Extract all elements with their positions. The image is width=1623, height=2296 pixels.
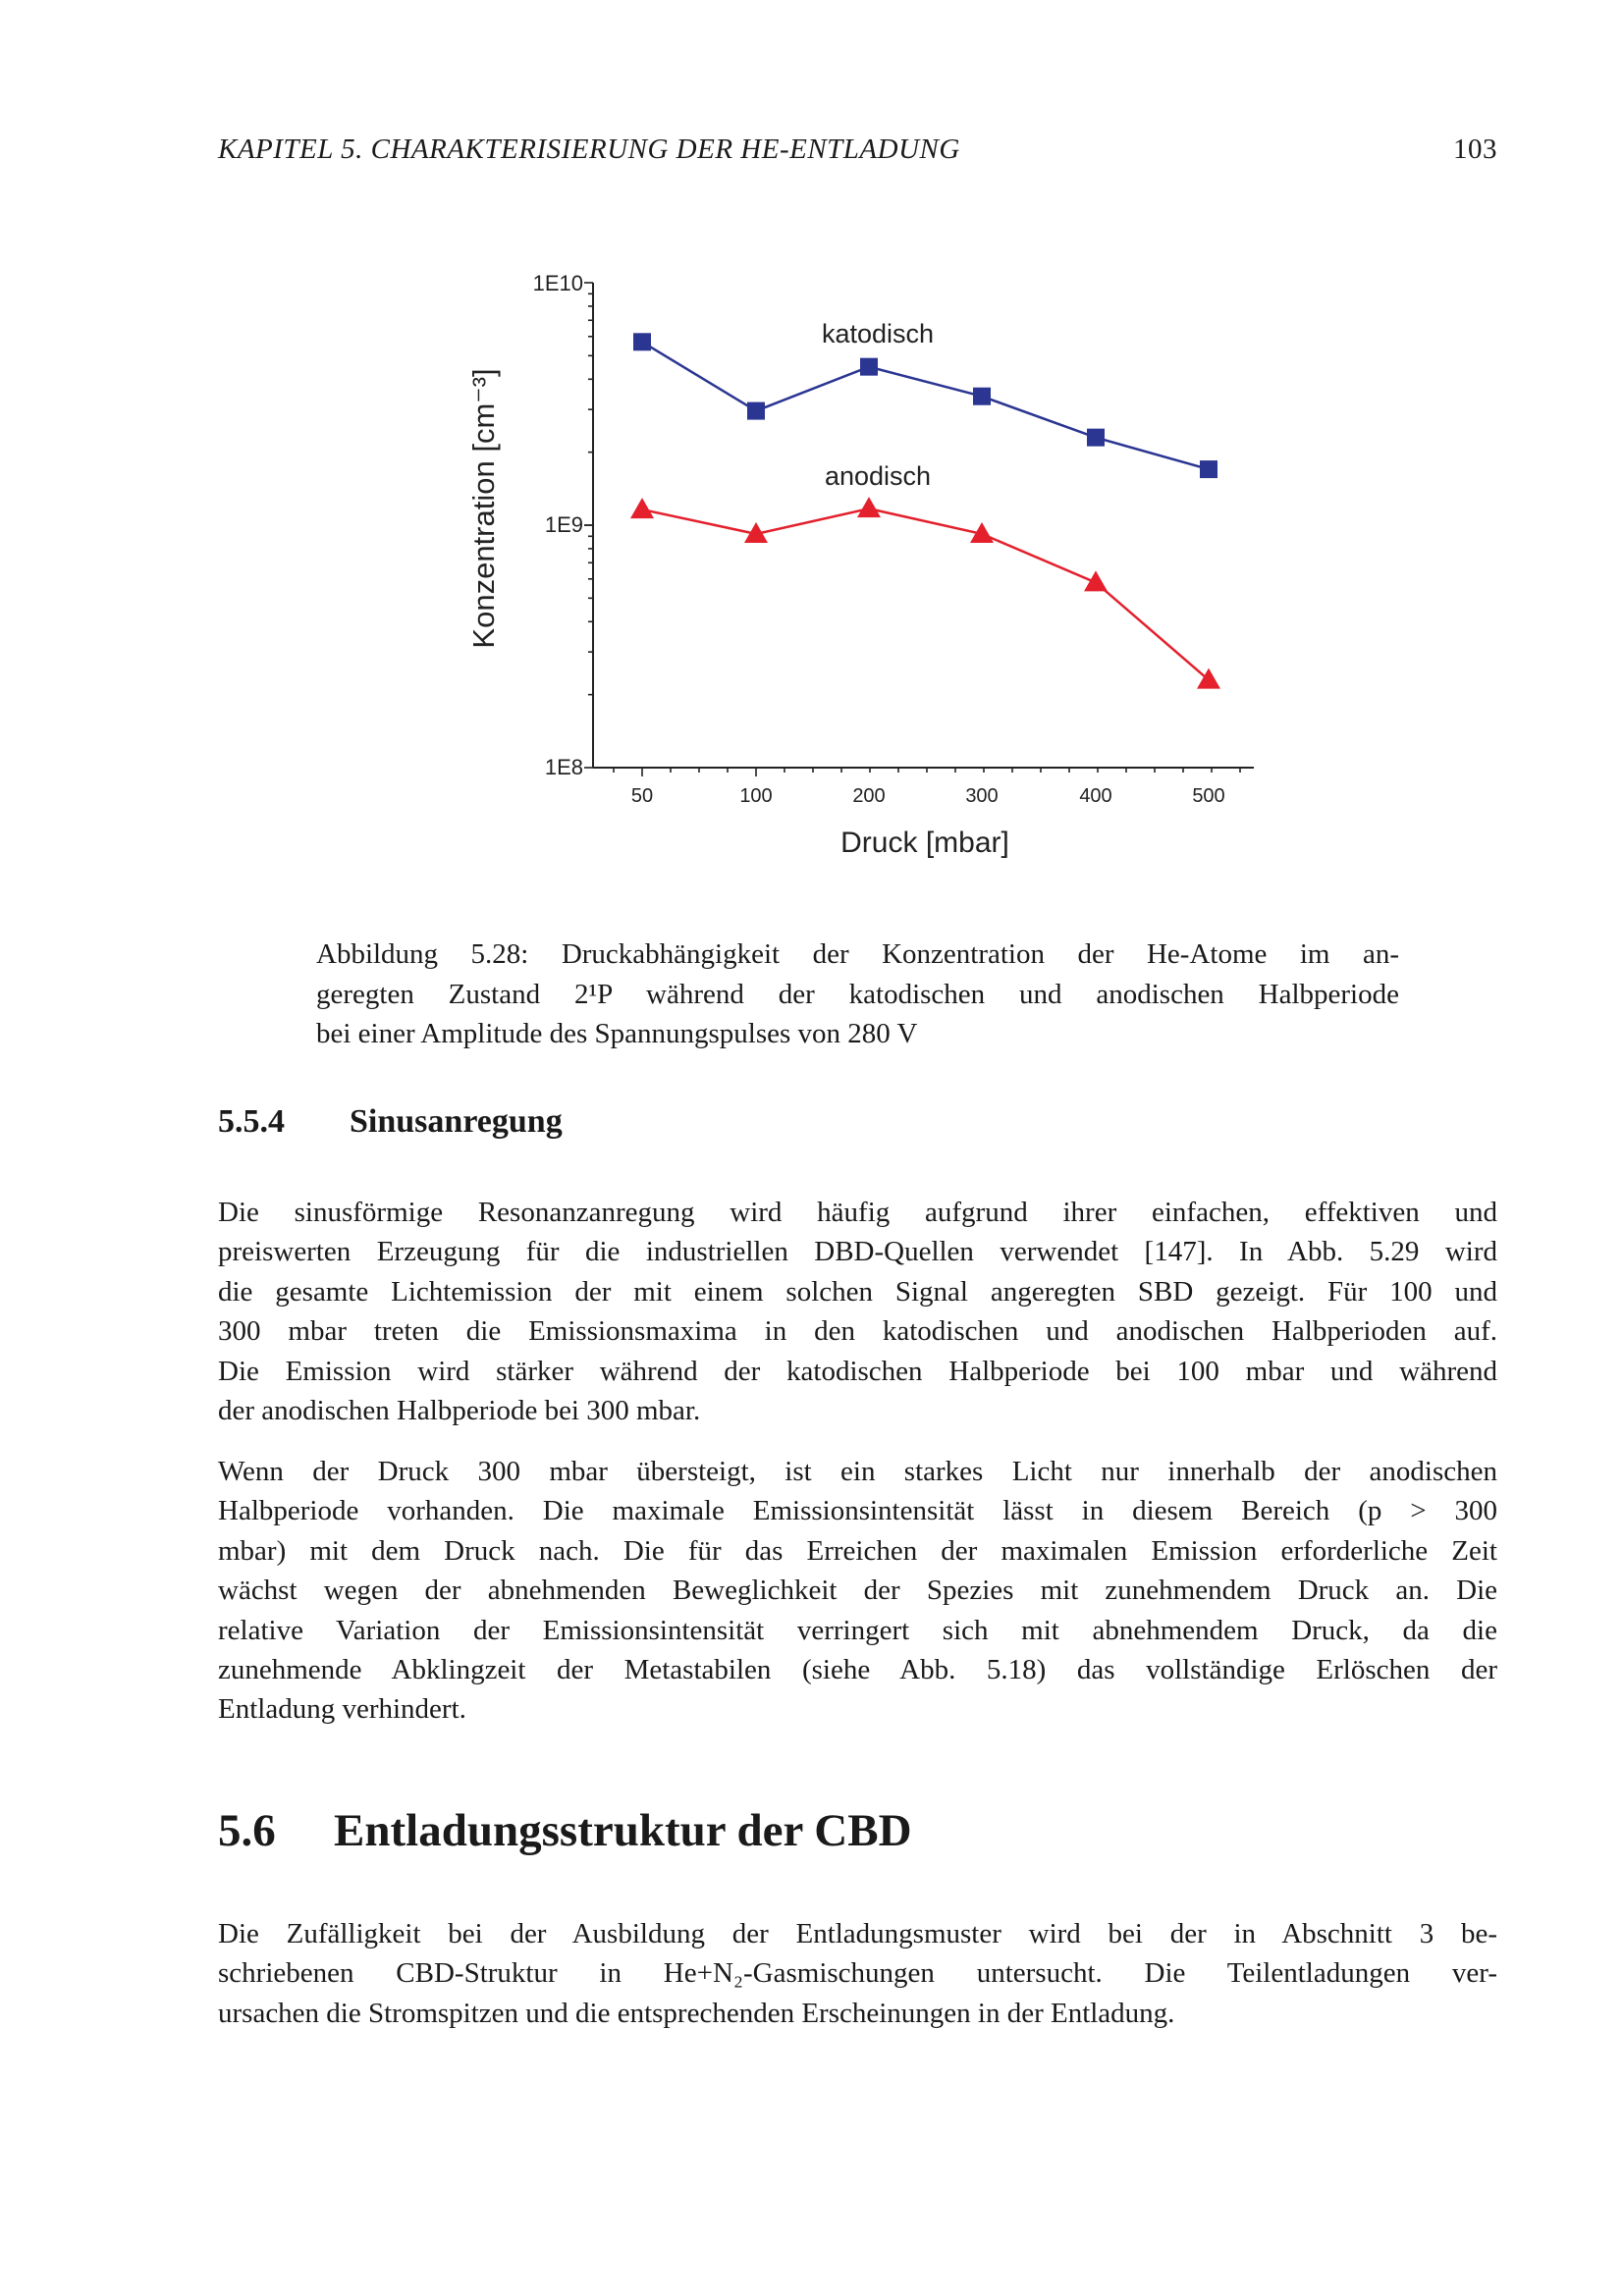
text-line: Die Emission wird stärker während der katodischen Halbperiode bei 100 mbar und während (218, 1355, 1497, 1387)
text-line: preiswerten Erzeugung für die industriellen DBD-Quellen verwendet [147]. In Abb. 5.29 wird (218, 1236, 1497, 1268)
text-line: ursachen die Stromspitzen und die entsprechenden Erscheinungen in der Entladung. (218, 1997, 1175, 2029)
data-point-anodisch (857, 497, 881, 517)
paragraph-entladungsstruktur (218, 1914, 1497, 2033)
x-axis-label: Druck [mbar] (840, 827, 1009, 859)
chart-series (630, 333, 1220, 688)
page-number: 103 (1453, 133, 1497, 165)
data-point-katodisch (1200, 460, 1217, 478)
y-tick-label-1e10: 1E10 (532, 271, 583, 295)
x-tick-label: 400 (1079, 785, 1112, 807)
text-line: Wenn der Druck 300 mbar übersteigt, ist ein starkes Licht nur innerhalb der anodischen (218, 1456, 1497, 1487)
x-tick-label: 200 (852, 785, 886, 807)
concentration-chart (0, 0, 1623, 883)
text-line: Die Zufälligkeit bei der Ausbildung der Entladungsmuster wird bei der in Abschnitt 3 be- (218, 1918, 1497, 1949)
data-point-katodisch (973, 388, 991, 405)
text-line: der anodischen Halbperiode bei 300 mbar. (218, 1395, 701, 1427)
text-line: zunehmende Abklingzeit der Metastabilen (siehe Abb. 5.18) das vollständige Erlöschen der (218, 1654, 1497, 1686)
text-line: Die sinusförmige Resonanzanregung wird häufig aufgrund ihrer einfachen, effektiven und (218, 1197, 1497, 1228)
data-point-katodisch (633, 333, 651, 350)
text-line: 300 mbar treten die Emissionsmaxima in den katodischen und anodischen Halbperioden auf. (218, 1315, 1497, 1348)
caption-line: geregten Zustand 2¹P während der katodischen und anodischen Halbperiode (316, 978, 1399, 1010)
y-tick-label-1e8: 1E8 (544, 755, 583, 779)
text-line: Entladung verhindert. (218, 1693, 466, 1726)
section-heading-5-6 (218, 1804, 912, 1857)
text-line: die gesamte Lichtemission der mit einem solchen Signal angeregten SBD gezeigt. Für 100 und (218, 1275, 1497, 1308)
section-number: 5.5.4 (218, 1103, 285, 1140)
data-point-anodisch (630, 498, 654, 518)
text-line: Halbperiode vorhanden. Die maximale Emissionsintensität lässt in diesem Bereich (p > 300 (218, 1495, 1497, 1527)
x-tick-label: 100 (739, 785, 773, 807)
x-tick-label: 300 (965, 785, 999, 807)
series-label-anodisch: anodisch (824, 461, 932, 491)
figure-caption (316, 934, 1399, 1054)
section-title: Sinusanregung (350, 1103, 563, 1140)
text-line: mbar) mit dem Druck nach. Die für das Erreichen der maximalen Emission erforderliche Zeit (218, 1534, 1497, 1567)
text-line: schriebenen CBD-Struktur in He+N₂-Gasmischungen untersucht. Die Teilentladungen ver- (218, 1957, 1497, 1990)
text-line: relative Variation der Emissionsintensität verringert sich mit abnehmendem Druck, da die (218, 1614, 1497, 1646)
caption-line: Abbildung 5.28: Druckabhängigkeit der Konzentration der He-Atome im an- (316, 938, 1399, 970)
caption-line: bei einer Amplitude des Spannungspulses von 280 V (316, 1018, 918, 1049)
chart-axes (584, 283, 1254, 807)
text-line: wächst wegen der abnehmenden Beweglichkeit der Spezies mit zunehmendem Druck an. Die (218, 1575, 1497, 1607)
series-line-katodisch (642, 342, 1209, 469)
y-tick-label-1e9: 1E9 (544, 512, 583, 537)
data-point-anodisch (1084, 570, 1108, 591)
section-number: 5.6 (218, 1805, 276, 1856)
paragraph-sinusanregung-1 (218, 1193, 1497, 1430)
data-point-katodisch (860, 358, 878, 376)
paragraph-sinusanregung-2 (218, 1452, 1497, 1730)
data-point-katodisch (747, 402, 765, 420)
section-heading-5-5-4 (218, 1103, 563, 1141)
x-tick-label: 500 (1192, 785, 1225, 807)
y-axis-label: Konzentration [cm⁻³] (466, 368, 501, 649)
chapter-title: KAPITEL 5. CHARAKTERISIERUNG DER HE-ENTLADUNG (218, 133, 960, 165)
x-tick-label: 50 (630, 785, 654, 807)
series-label-katodisch: katodisch (821, 319, 935, 348)
data-point-katodisch (1087, 429, 1105, 447)
section-title: Entladungsstruktur der CBD (334, 1805, 912, 1856)
series-line-anodisch (642, 508, 1209, 679)
